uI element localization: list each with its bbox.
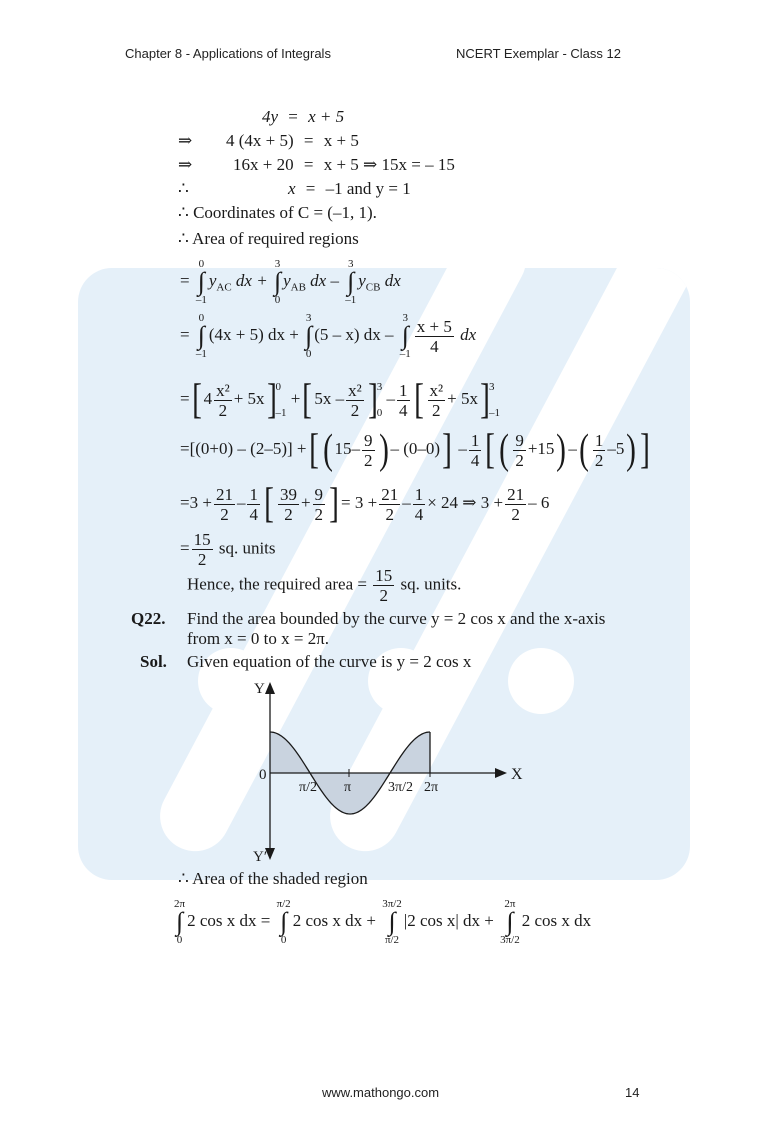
y-label: Y (254, 681, 265, 697)
conclusion-line: Hence, the required area = $\frac{15}{2}$ sq. units. (187, 566, 462, 605)
final-equation: 2π ∫ 0 2 cos x dx = π/2 ∫ 0 2 cos x dx + 3π/2 ∫ π/2 |2 cos x| dx + 2π ∫ 3π/2 2 cos x dx (174, 898, 592, 946)
integral: 3 ∫ 0 (273, 258, 282, 306)
tick-label: 3π/2 (388, 780, 413, 795)
fraction: $\frac{9}{2}$ (314, 484, 324, 524)
tick-label: 2π (424, 780, 439, 795)
tick-label: π/2 (299, 780, 317, 795)
page-number: 14 (625, 1085, 640, 1100)
integral: 0 ∫ –1 (195, 258, 207, 306)
fraction: $\frac{1}{2}$ (594, 430, 604, 470)
eq-line-1: 4y = x + 5 (262, 107, 345, 126)
fraction: $\frac{9}{2}$ (515, 430, 524, 470)
origin-label: 0 (259, 767, 267, 783)
fraction: $\frac{1}{4}$ (399, 380, 408, 420)
fraction: $\frac{39}{2}$ (279, 484, 297, 524)
eq-line-11: =3 + $\frac{21}{2}$ – $\frac{1}{4}$ [ $\frac{39}{2}$ + $\frac{9}{2}$ ] = 3 + $\frac{21}{2}$ – $\frac{1}{4}$ × 24 ⇒ 3 + $\frac{21}{2}$ – 6 (180, 481, 550, 527)
x-label: X (511, 766, 523, 783)
integral: 3 ∫ –1 (399, 312, 411, 360)
question-22: Q22. Find the area bounded by the curve y = 2 cos x and the x-axis (131, 609, 606, 628)
integral: π/2 ∫ 0 (276, 898, 291, 946)
fraction: $\frac{15}{2}$ (193, 530, 211, 569)
tick-label: π (344, 780, 352, 795)
fraction: $\frac{\text{x²}}{2}$ (348, 380, 362, 420)
fraction: $\frac{\text{x²}}{2}$ (216, 380, 230, 420)
fraction: $\frac{\text{x²}}{2}$ (429, 380, 444, 420)
fraction: $\frac{21}{2}$ (215, 484, 233, 524)
footer-website[interactable]: www.mathongo.com (322, 1085, 440, 1100)
y-prime-label: Y′ (253, 849, 268, 865)
eq-line-3: ⇒ 16x + 20 = x + 5 ⇒ 15x = – 15 (178, 155, 455, 174)
fraction: $\frac{15}{2}$ (375, 566, 393, 605)
fraction: $\frac{1}{4}$ (414, 484, 424, 524)
y-arrow-up-icon (265, 682, 275, 694)
fraction: $\frac{x + 5}{4}$ (416, 316, 452, 356)
integral: 3 ∫ 0 (305, 312, 313, 360)
eq-line-4: ∴ x = –1 and y = 1 (178, 179, 411, 198)
header-chapter: Chapter 8 - Applications of Integrals (125, 46, 331, 61)
header-book: NCERT Exemplar - Class 12 (456, 46, 621, 61)
eq-line-2: ⇒ 4 (4x + 5) = x + 5 (178, 131, 359, 150)
fraction: $\frac{1}{4}$ (470, 430, 480, 470)
eq-line-10: =[(0+0) – (2–5)] +[( 15– $\frac{9}{2}$ ) – (0–0)] – $\frac{1}{4}$ [ ( $\frac{9}{2}$ +15) –( $\frac{1}{2}$ –5)] (180, 427, 651, 473)
shaded-region-heading: ∴ Area of the shaded region (178, 869, 368, 888)
eq-line-8: = 0 ∫ –1 (4x + 5) dx + 3 ∫ 0 (5 – x) dx – 3 ∫ –1 $\frac{x + 5}{4}$ dx (180, 312, 477, 360)
fraction: $\frac{21}{2}$ (507, 484, 525, 524)
area-heading-line: ∴ Area of required regions (178, 229, 359, 248)
integral: 3π/2 ∫ π/2 (382, 898, 402, 946)
eq-line-12: = $\frac{15}{2}$ sq. units (180, 530, 276, 569)
question-22-line2: from x = 0 to x = 2π. (187, 629, 330, 648)
integral: 0 ∫ –1 (195, 312, 207, 360)
solution: Sol. Given equation of the curve is y = 2 cos x (140, 652, 472, 671)
integral: 2π ∫ 3π/2 (500, 898, 520, 946)
eq-line-9: =[ 4 $\frac{\text{x²}}{2}$ + 5x] 0 –1 +[ 5x – $\frac{\text{x²}}{2}$ ] 3 0 – $\frac{1}{4}$ [ $\frac{\text{x²}}{2}$ + 5x] 3 –1 (180, 377, 500, 423)
eq-line-7: = 0 ∫ –1 $y_{AC}$ dx + 3 ∫ 0 $y_{AB}$ dx – 3 ∫ –1 $y_{CB}$ dx (180, 258, 401, 306)
coordinates-line: ∴ Coordinates of C = (–1, 1). (178, 203, 377, 222)
integral: 2π ∫ 0 (174, 898, 186, 946)
fraction: $\frac{9}{2}$ (364, 430, 373, 470)
integral: 3 ∫ –1 (345, 258, 357, 306)
fraction: $\frac{1}{4}$ (249, 484, 258, 524)
x-arrow-icon (495, 768, 507, 778)
fraction: $\frac{21}{2}$ (381, 484, 399, 524)
